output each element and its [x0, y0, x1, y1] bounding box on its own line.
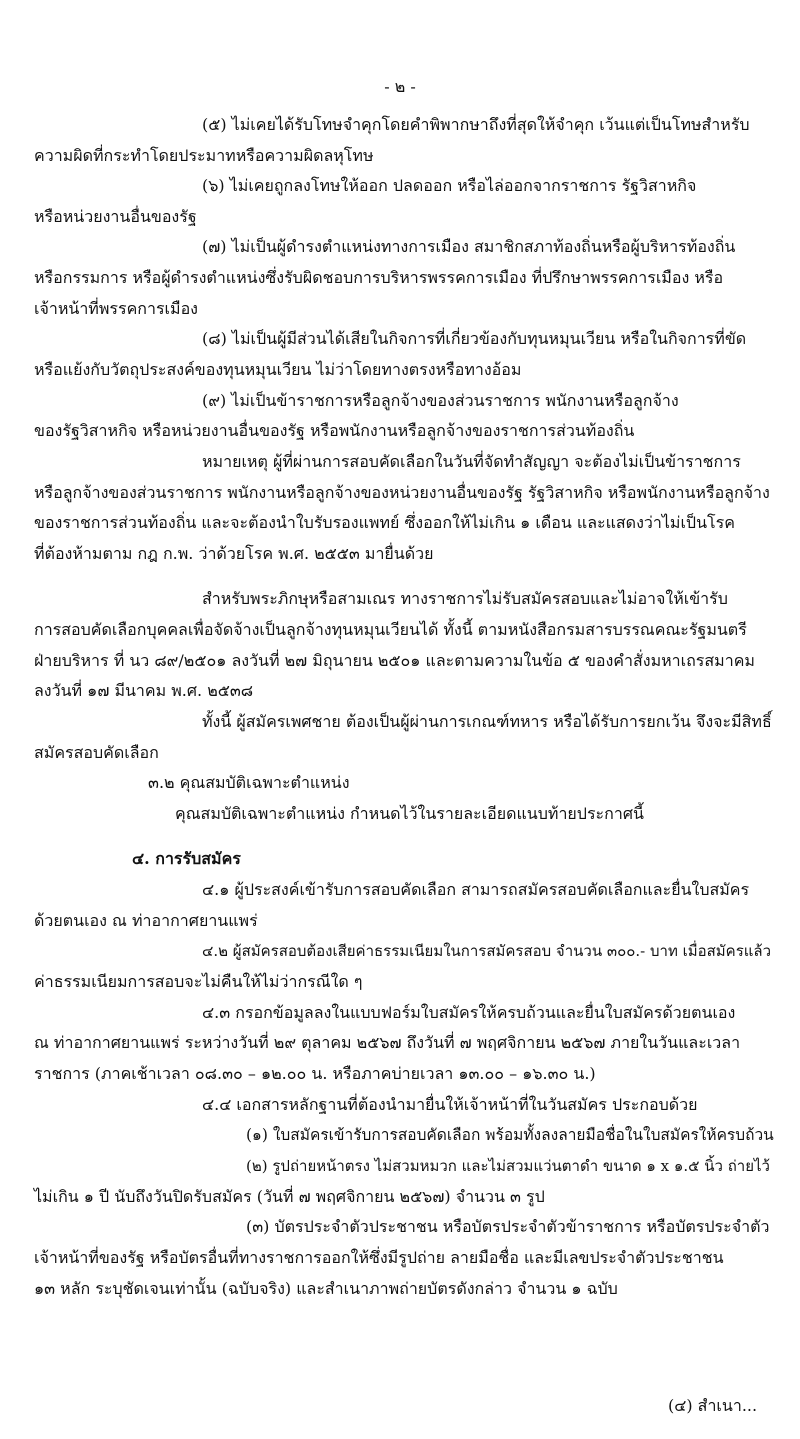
item-5-line-1: (๕) ไม่เคยได้รับโทษจำคุกโดยคำพิพากษาถึงที่สุดให้จำคุก เว้นแต่เป็นโทษสำหรับ [202, 115, 750, 134]
section-4-heading: ๔. การรับสมัคร [132, 849, 241, 868]
monks-line-4: ลงวันที่ ๑๗ มีนาคม พ.ศ. ๒๕๓๘ [34, 681, 254, 700]
section-4-1-line-2: ด้วยตนเอง ณ ท่าอากาศยานแพร่ [34, 911, 258, 930]
monks-line-2: การสอบคัดเลือกบุคคลเพื่อจัดจ้างเป็นลูกจ้างทุนหมุนเวียนได้ ทั้งนี้ ตามหนังสือกรมสารบรรณคณะรัฐมนตรี [34, 620, 747, 639]
section-4-3-line-1: ๔.๓ กรอกข้อมูลลงในแบบฟอร์มใบสมัครให้ครบถ้วนและยื่นใบสมัครด้วยตนเอง [202, 1003, 736, 1022]
item-9-line-1: (๙) ไม่เป็นข้าราชการหรือลูกจ้างของส่วนราชการ พนักงานหรือลูกจ้าง [202, 391, 679, 410]
section-4-3-line-2: ณ ท่าอากาศยานแพร่ ระหว่างวันที่ ๒๙ ตุลาคม ๒๕๖๗ ถึงวันที่ ๗ พฤศจิกายน ๒๕๖๗ ภายในวันและเวลา [34, 1033, 741, 1052]
item-7-line-2: หรือกรรมการ หรือผู้ดำรงตำแหน่งซึ่งรับผิดชอบการบริหารพรรคการเมือง ที่ปรึกษาพรรคการเมือง หรือ [34, 268, 724, 287]
item-6-line-2: หรือหน่วยงานอื่นของรัฐ [34, 207, 197, 226]
item-8-line-1: (๘) ไม่เป็นผู้มีส่วนได้เสียในกิจการที่เกี่ยวข้องกับทุนหมุนเวียน หรือในกิจการที่ขัด [202, 329, 747, 348]
item-7-line-3: เจ้าหน้าที่พรรคการเมือง [34, 299, 198, 318]
section-4-1-line-1: ๔.๑ ผู้ประสงค์เข้ารับการสอบคัดเลือก สามารถสมัครสอบคัดเลือกและยื่นใบสมัคร [202, 880, 750, 899]
section-3-2-heading: ๓.๒ คุณสมบัติเฉพาะตำแหน่ง [148, 773, 350, 792]
document-item-2-line-1: (๒) รูปถ่ายหน้าตรง ไม่สวมหมวก และไม่สวมแว่นตาดำ ขนาด ๑ x ๑.๕ นิ้ว ถ่ายไว้ [246, 1157, 770, 1175]
document-item-2-line-2: ไม่เกิน ๑ ปี นับถึงวันปิดรับสมัคร (วันที่ ๗ พฤศจิกายน ๒๕๖๗) จำนวน ๓ รูป [34, 1187, 545, 1206]
section-4-2-line-2: ค่าธรรมเนียมการสอบจะไม่คืนให้ไม่ว่ากรณีใด ๆ [34, 972, 363, 991]
document-item-3-line-3: ๑๓ หลัก ระบุชัดเจนเท่านั้น (ฉบับจริง) และสำเนาภาพถ่ายบัตรดังกล่าว จำนวน ๑ ฉบับ [34, 1279, 618, 1298]
section-4-4-line-1: ๔.๔ เอกสารหลักฐานที่ต้องนำมายื่นให้เจ้าหน้าที่ในวันสมัคร ประกอบด้วย [202, 1095, 698, 1114]
section-4-3-line-3: ราชการ (ภาคเช้าเวลา ๐๘.๓๐ – ๑๒.๐๐ น. หรือภาคบ่ายเวลา ๑๓.๐๐ – ๑๖.๓๐ น.) [34, 1064, 596, 1083]
item-6-line-1: (๖) ไม่เคยถูกลงโทษให้ออก ปลดออก หรือไล่ออกจากราชการ รัฐวิสาหกิจ [202, 176, 697, 195]
note-line-4: ที่ต้องห้ามตาม กฎ ก.พ. ว่าด้วยโรค พ.ศ. ๒๕๕๓ มายื่นด้วย [34, 544, 434, 563]
item-7-line-1: (๗) ไม่เป็นผู้ดำรงตำแหน่งทางการเมือง สมาชิกสภาท้องถิ่นหรือผู้บริหารท้องถิ่น [202, 237, 736, 256]
item-9-line-2: ของรัฐวิสาหกิจ หรือหน่วยงานอื่นของรัฐ หรือพนักงานหรือลูกจ้างของราชการส่วนท้องถิ่น [34, 421, 635, 440]
note-line-1: หมายเหตุ ผู้ที่ผ่านการสอบคัดเลือกในวันที่จัดทำสัญญา จะต้องไม่เป็นข้าราชการ [202, 452, 741, 471]
document-item-1: (๑) ใบสมัครเข้ารับการสอบคัดเลือก พร้อมทั้งลงลายมือชื่อในใบสมัครให้ครบถ้วน [246, 1126, 774, 1144]
monks-line-3: ฝ่ายบริหาร ที่ นว ๘๙/๒๕๐๑ ลงวันที่ ๒๗ มิถุนายน ๒๕๐๑ และตามความในข้อ ๕ ของคำสั่งมหาเถรสมาคม [34, 651, 755, 670]
military-line-2: สมัครสอบคัดเลือก [34, 743, 159, 762]
monks-line-1: สำหรับพระภิกษุหรือสามเณร ทางราชการไม่รับสมัครสอบและไม่อาจให้เข้ารับ [202, 589, 728, 608]
military-line-1: ทั้งนี้ ผู้สมัครเพศชาย ต้องเป็นผู้ผ่านการเกณฑ์ทหาร หรือได้รับการยกเว้น จึงจะมีสิทธิ์ [202, 712, 772, 731]
note-line-3: ของราชการส่วนท้องถิ่น และจะต้องนำใบรับรองแพทย์ ซึ่งออกให้ไม่เกิน ๑ เดือน และแสดงว่าไม่เป็นโรค [34, 513, 735, 532]
item-8-line-2: หรือแย้งกับวัตถุประสงค์ของทุนหมุนเวียน ไม่ว่าโดยทางตรงหรือทางอ้อม [34, 360, 522, 379]
continuation-marker: (๔) สำเนา... [668, 1396, 758, 1415]
section-4-2-line-1: ๔.๒ ผู้สมัครสอบต้องเสียค่าธรรมเนียมในการสมัครสอบ จำนวน ๓๐๐.- บาท เมื่อสมัครแล้ว [202, 942, 772, 960]
item-5-line-2: ความผิดที่กระทำโดยประมาทหรือความผิดลหุโทษ [34, 146, 374, 165]
section-3-2-body: คุณสมบัติเฉพาะตำแหน่ง กำหนดไว้ในรายละเอียดแนบท้ายประกาศนี้ [175, 804, 644, 823]
note-line-2: หรือลูกจ้างของส่วนราชการ พนักงานหรือลูกจ้างของหน่วยงานอื่นของรัฐ รัฐวิสาหกิจ หรือพนักงานหรือลูกจ้าง [34, 483, 770, 502]
document-item-3-line-2: เจ้าหน้าที่ของรัฐ หรือบัตรอื่นที่ทางราชการออกให้ซึ่งมีรูปถ่าย ลายมือชื่อ และมีเลขประจำตัวประชาชน [34, 1248, 724, 1267]
document-item-3-line-1: (๓) บัตรประจำตัวประชาชน หรือบัตรประจำตัวข้าราชการ หรือบัตรประจำตัว [246, 1217, 770, 1236]
page-number: - ๒ - [384, 77, 416, 96]
